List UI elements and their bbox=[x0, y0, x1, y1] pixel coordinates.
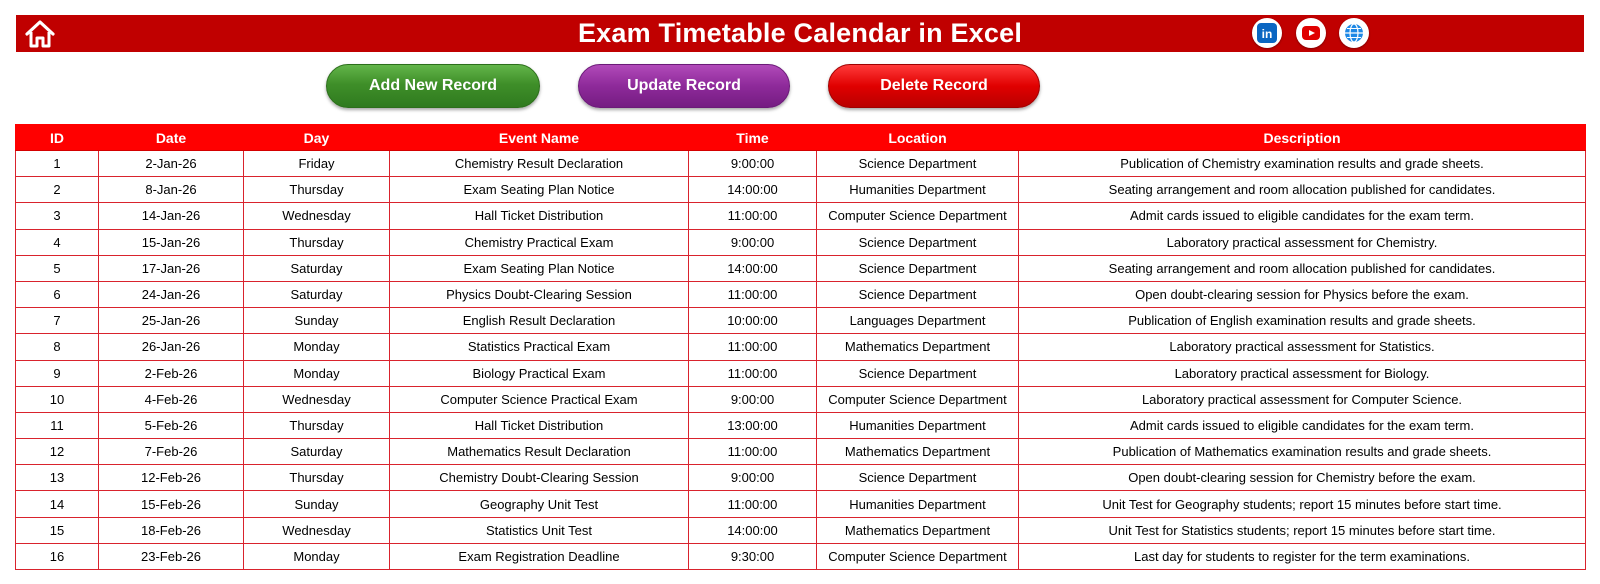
cell-event-name[interactable]: Hall Ticket Distribution bbox=[390, 412, 689, 438]
cell-id[interactable]: 15 bbox=[16, 517, 99, 543]
cell-location[interactable]: Humanities Department bbox=[817, 491, 1019, 517]
cell-date[interactable]: 25-Jan-26 bbox=[99, 308, 244, 334]
table-row[interactable] bbox=[16, 255, 1586, 281]
cell-description[interactable]: Publication of English examination results and grade sheets. bbox=[1019, 308, 1586, 334]
column-header-description[interactable]: Description bbox=[1019, 125, 1586, 151]
cell-day[interactable]: Monday bbox=[244, 543, 390, 569]
cell-time[interactable]: 11:00:00 bbox=[689, 439, 817, 465]
cell-date[interactable]: 14-Jan-26 bbox=[99, 203, 244, 229]
table-body bbox=[16, 151, 1586, 570]
cell-day[interactable]: Monday bbox=[244, 334, 390, 360]
add-new-record-button[interactable]: Add New Record bbox=[326, 64, 540, 108]
column-header-event-name[interactable]: Event Name bbox=[390, 125, 689, 151]
cell-event-name[interactable]: Biology Practical Exam bbox=[390, 360, 689, 386]
cell-location[interactable]: Computer Science Department bbox=[817, 386, 1019, 412]
cell-description[interactable]: Laboratory practical assessment for Chemistry. bbox=[1019, 229, 1586, 255]
cell-event-name[interactable]: Statistics Practical Exam bbox=[390, 334, 689, 360]
cell-location[interactable]: Humanities Department bbox=[817, 412, 1019, 438]
cell-event-name[interactable]: Chemistry Result Declaration bbox=[390, 151, 689, 177]
cell-description[interactable]: Seating arrangement and room allocation published for candidates. bbox=[1019, 177, 1586, 203]
cell-time[interactable]: 9:30:00 bbox=[689, 543, 817, 569]
cell-day[interactable]: Friday bbox=[244, 151, 390, 177]
cell-description[interactable]: Laboratory practical assessment for Biology. bbox=[1019, 360, 1586, 386]
cell-description[interactable]: Publication of Mathematics examination results and grade sheets. bbox=[1019, 439, 1586, 465]
cell-time[interactable]: 14:00:00 bbox=[689, 177, 817, 203]
cell-day[interactable]: Wednesday bbox=[244, 386, 390, 412]
column-header-location[interactable]: Location bbox=[817, 125, 1019, 151]
cell-time[interactable]: 9:00:00 bbox=[689, 386, 817, 412]
cell-date[interactable]: 4-Feb-26 bbox=[99, 386, 244, 412]
cell-location[interactable]: Mathematics Department bbox=[817, 334, 1019, 360]
cell-date[interactable]: 12-Feb-26 bbox=[99, 465, 244, 491]
cell-id[interactable]: 7 bbox=[16, 308, 99, 334]
cell-description[interactable]: Last day for students to register for the term examinations. bbox=[1019, 543, 1586, 569]
cell-date[interactable]: 8-Jan-26 bbox=[99, 177, 244, 203]
cell-id[interactable]: 14 bbox=[16, 491, 99, 517]
table-row[interactable] bbox=[16, 543, 1586, 569]
cell-description[interactable]: Open doubt-clearing session for Chemistry before the exam. bbox=[1019, 465, 1586, 491]
cell-location[interactable]: Science Department bbox=[817, 360, 1019, 386]
cell-date[interactable]: 2-Feb-26 bbox=[99, 360, 244, 386]
cell-location[interactable]: Languages Department bbox=[817, 308, 1019, 334]
cell-time[interactable]: 9:00:00 bbox=[689, 465, 817, 491]
cell-description[interactable]: Laboratory practical assessment for Statistics. bbox=[1019, 334, 1586, 360]
cell-id[interactable]: 3 bbox=[16, 203, 99, 229]
cell-location[interactable]: Science Department bbox=[817, 465, 1019, 491]
linkedin-icon[interactable] bbox=[1252, 18, 1282, 48]
cell-date[interactable]: 5-Feb-26 bbox=[99, 412, 244, 438]
cell-date[interactable]: 26-Jan-26 bbox=[99, 334, 244, 360]
cell-event-name[interactable]: Mathematics Result Declaration bbox=[390, 439, 689, 465]
cell-location[interactable]: Mathematics Department bbox=[817, 517, 1019, 543]
cell-date[interactable]: 18-Feb-26 bbox=[99, 517, 244, 543]
cell-event-name[interactable]: Exam Seating Plan Notice bbox=[390, 177, 689, 203]
cell-event-name[interactable]: Physics Doubt-Clearing Session bbox=[390, 281, 689, 307]
cell-event-name[interactable]: Statistics Unit Test bbox=[390, 517, 689, 543]
cell-description[interactable]: Unit Test for Statistics students; report 15 minutes before start time. bbox=[1019, 517, 1586, 543]
cell-time[interactable]: 11:00:00 bbox=[689, 491, 817, 517]
cell-location[interactable]: Science Department bbox=[817, 229, 1019, 255]
cell-description[interactable]: Publication of Chemistry examination results and grade sheets. bbox=[1019, 151, 1586, 177]
cell-event-name[interactable]: Chemistry Practical Exam bbox=[390, 229, 689, 255]
cell-id[interactable]: 13 bbox=[16, 465, 99, 491]
cell-id[interactable]: 1 bbox=[16, 151, 99, 177]
cell-date[interactable]: 2-Jan-26 bbox=[99, 151, 244, 177]
cell-description[interactable]: Laboratory practical assessment for Computer Science. bbox=[1019, 386, 1586, 412]
youtube-icon[interactable] bbox=[1296, 18, 1326, 48]
cell-location[interactable]: Computer Science Department bbox=[817, 543, 1019, 569]
cell-id[interactable]: 10 bbox=[16, 386, 99, 412]
cell-day[interactable]: Saturday bbox=[244, 281, 390, 307]
cell-event-name[interactable]: Hall Ticket Distribution bbox=[390, 203, 689, 229]
cell-id[interactable]: 8 bbox=[16, 334, 99, 360]
cell-date[interactable]: 23-Feb-26 bbox=[99, 543, 244, 569]
cell-description[interactable]: Unit Test for Geography students; report 15 minutes before start time. bbox=[1019, 491, 1586, 517]
cell-day[interactable]: Saturday bbox=[244, 255, 390, 281]
cell-day[interactable]: Thursday bbox=[244, 412, 390, 438]
cell-date[interactable]: 15-Jan-26 bbox=[99, 229, 244, 255]
cell-id[interactable]: 9 bbox=[16, 360, 99, 386]
cell-id[interactable]: 5 bbox=[16, 255, 99, 281]
cell-id[interactable]: 11 bbox=[16, 412, 99, 438]
page-title: Exam Timetable Calendar in Excel bbox=[577, 18, 1023, 48]
update-record-button[interactable]: Update Record bbox=[578, 64, 790, 108]
cell-location[interactable]: Science Department bbox=[817, 151, 1019, 177]
table-header-row bbox=[16, 125, 1586, 151]
cell-time[interactable]: 9:00:00 bbox=[689, 229, 817, 255]
cell-id[interactable]: 16 bbox=[16, 543, 99, 569]
cell-location[interactable]: Humanities Department bbox=[817, 177, 1019, 203]
cell-date[interactable]: 7-Feb-26 bbox=[99, 439, 244, 465]
cell-event-name[interactable]: Geography Unit Test bbox=[390, 491, 689, 517]
cell-id[interactable]: 2 bbox=[16, 177, 99, 203]
cell-location[interactable]: Science Department bbox=[817, 255, 1019, 281]
cell-day[interactable]: Sunday bbox=[244, 491, 390, 517]
cell-day[interactable]: Thursday bbox=[244, 465, 390, 491]
cell-time[interactable]: 11:00:00 bbox=[689, 334, 817, 360]
cell-time[interactable]: 11:00:00 bbox=[689, 360, 817, 386]
cell-id[interactable]: 12 bbox=[16, 439, 99, 465]
table-row[interactable] bbox=[16, 360, 1586, 386]
cell-day[interactable]: Wednesday bbox=[244, 517, 390, 543]
cell-location[interactable]: Science Department bbox=[817, 281, 1019, 307]
cell-date[interactable]: 15-Feb-26 bbox=[99, 491, 244, 517]
column-header-date[interactable]: Date bbox=[99, 125, 244, 151]
table-row[interactable] bbox=[16, 203, 1586, 229]
cell-time[interactable]: 10:00:00 bbox=[689, 308, 817, 334]
cell-event-name[interactable]: Computer Science Practical Exam bbox=[390, 386, 689, 412]
header-banner bbox=[16, 15, 1584, 52]
cell-id[interactable]: 6 bbox=[16, 281, 99, 307]
table-row[interactable] bbox=[16, 177, 1586, 203]
cell-time[interactable]: 11:00:00 bbox=[689, 281, 817, 307]
cell-event-name[interactable]: English Result Declaration bbox=[390, 308, 689, 334]
exam-timetable-table bbox=[15, 124, 1586, 570]
table-row[interactable] bbox=[16, 465, 1586, 491]
cell-description[interactable]: Admit cards issued to eligible candidates for the exam term. bbox=[1019, 203, 1586, 229]
table-row[interactable] bbox=[16, 334, 1586, 360]
globe-icon[interactable] bbox=[1339, 18, 1369, 48]
table-row[interactable] bbox=[16, 386, 1586, 412]
table-row[interactable] bbox=[16, 517, 1586, 543]
linkedin-label: in bbox=[1261, 27, 1273, 41]
cell-time[interactable]: 14:00:00 bbox=[689, 255, 817, 281]
table-row[interactable] bbox=[16, 281, 1586, 307]
column-header-id[interactable]: ID bbox=[16, 125, 99, 151]
cell-description[interactable]: Admit cards issued to eligible candidates for the exam term. bbox=[1019, 412, 1586, 438]
table-row[interactable] bbox=[16, 151, 1586, 177]
cell-event-name[interactable]: Chemistry Doubt-Clearing Session bbox=[390, 465, 689, 491]
column-header-time[interactable]: Time bbox=[689, 125, 817, 151]
cell-day[interactable]: Monday bbox=[244, 360, 390, 386]
table-row[interactable] bbox=[16, 229, 1586, 255]
table-row[interactable] bbox=[16, 412, 1586, 438]
cell-time[interactable]: 14:00:00 bbox=[689, 517, 817, 543]
table-row[interactable] bbox=[16, 308, 1586, 334]
cell-time[interactable]: 13:00:00 bbox=[689, 412, 817, 438]
cell-day[interactable]: Wednesday bbox=[244, 203, 390, 229]
cell-event-name[interactable]: Exam Seating Plan Notice bbox=[390, 255, 689, 281]
cell-location[interactable]: Computer Science Department bbox=[817, 203, 1019, 229]
cell-time[interactable]: 11:00:00 bbox=[689, 203, 817, 229]
cell-id[interactable]: 4 bbox=[16, 229, 99, 255]
cell-date[interactable]: 17-Jan-26 bbox=[99, 255, 244, 281]
cell-day[interactable]: Thursday bbox=[244, 229, 390, 255]
cell-day[interactable]: Thursday bbox=[244, 177, 390, 203]
cell-date[interactable]: 24-Jan-26 bbox=[99, 281, 244, 307]
cell-event-name[interactable]: Exam Registration Deadline bbox=[390, 543, 689, 569]
table-row[interactable] bbox=[16, 439, 1586, 465]
cell-day[interactable]: Sunday bbox=[244, 308, 390, 334]
cell-description[interactable]: Seating arrangement and room allocation published for candidates. bbox=[1019, 255, 1586, 281]
table-row[interactable] bbox=[16, 491, 1586, 517]
cell-location[interactable]: Mathematics Department bbox=[817, 439, 1019, 465]
cell-day[interactable]: Saturday bbox=[244, 439, 390, 465]
delete-record-button[interactable]: Delete Record bbox=[828, 64, 1040, 108]
cell-description[interactable]: Open doubt-clearing session for Physics before the exam. bbox=[1019, 281, 1586, 307]
cell-time[interactable]: 9:00:00 bbox=[689, 151, 817, 177]
column-header-day[interactable]: Day bbox=[244, 125, 390, 151]
